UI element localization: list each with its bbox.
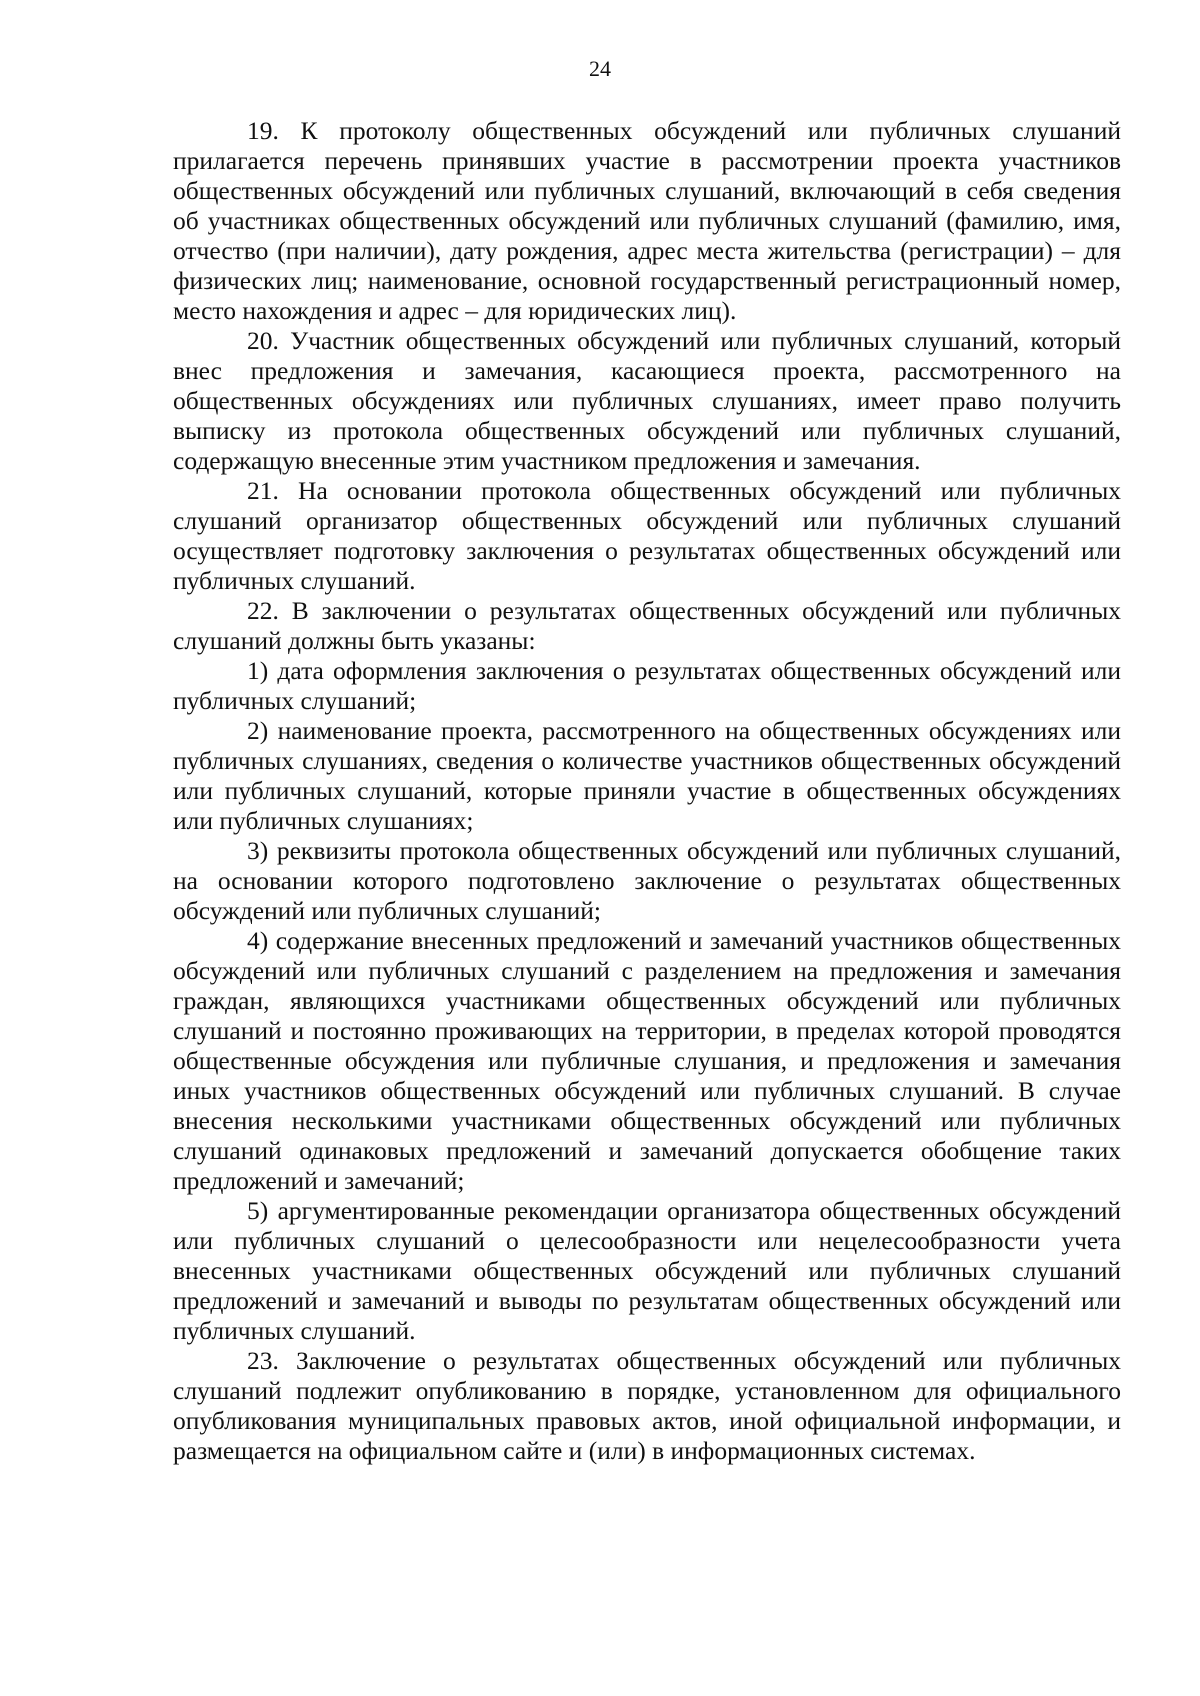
list-item-3: 3) реквизиты протокола общественных обсуждений или публичных слушаний, на основании которого подготовлено заключение о результатах общественных обсуждений или публичных слушаний;: [173, 836, 1121, 925]
list-item-1: 1) дата оформления заключения о результатах общественных обсуждений или публичных слушаний;: [173, 656, 1121, 715]
document-body: [173, 116, 1121, 1466]
list-item-2: 2) наименование проекта, рассмотренного на общественных обсуждениях или публичных слушаниях, сведения о количестве участников общественных обсуждений или публичных слушаний, которые приняли участие в общественных обсуждениях или публичных слушаниях;: [173, 716, 1121, 835]
page-number: 24: [589, 56, 611, 81]
paragraph-22: 22. В заключении о результатах общественных обсуждений или публичных слушаний должны быть указаны:: [173, 596, 1121, 655]
paragraph-23: 23. Заключение о результатах общественных обсуждений или публичных слушаний подлежит опубликованию в порядке, установленном для официального опубликования муниципальных правовых актов, иной официальной информации, и размещается на официальном сайте и (или) в информационных системах.: [173, 1346, 1121, 1465]
paragraph-21: 21. На основании протокола общественных обсуждений или публичных слушаний организатор общественных обсуждений или публичных слушаний осуществляет подготовку заключения о результатах общественных обсуждений или публичных слушаний.: [173, 476, 1121, 595]
paragraph-20: 20. Участник общественных обсуждений или публичных слушаний, который внес предложения и замечания, касающиеся проекта, рассмотренного на общественных обсуждениях или публичных слушаниях, имеет право получить выписку из протокола общественных обсуждений или публичных слушаний, содержащую внесенные этим участником предложения и замечания.: [173, 326, 1121, 475]
list-item-4: 4) содержание внесенных предложений и замечаний участников общественных обсуждений или публичных слушаний с разделением на предложения и замечания граждан, являющихся участниками общественных обсуждений или публичных слушаний и постоянно проживающих на территории, в пределах которой проводятся общественные обсуждения или публичные слушания, и предложения и замечания иных участников общественных обсуждений или публичных слушаний. В случае внесения несколькими участниками общественных обсуждений или публичных слушаний одинаковых предложений и замечаний допускается обобщение таких предложений и замечаний;: [173, 926, 1121, 1195]
paragraph-19: 19. К протоколу общественных обсуждений или публичных слушаний прилагается перечень принявших участие в рассмотрении проекта участников общественных обсуждений или публичных слушаний, включающий в себя сведения об участниках общественных обсуждений или публичных слушаний (фамилию, имя, отчество (при наличии), дату рождения, адрес места жительства (регистрации) – для физических лиц; наименование, основной государственный регистрационный номер, место нахождения и адрес – для юридических лиц).: [173, 116, 1121, 325]
list-item-5: 5) аргументированные рекомендации организатора общественных обсуждений или публичных слушаний о целесообразности или нецелесообразности учета внесенных участниками общественных обсуждений или публичных слушаний предложений и замечаний и выводы по результатам общественных обсуждений или публичных слушаний.: [173, 1196, 1121, 1345]
